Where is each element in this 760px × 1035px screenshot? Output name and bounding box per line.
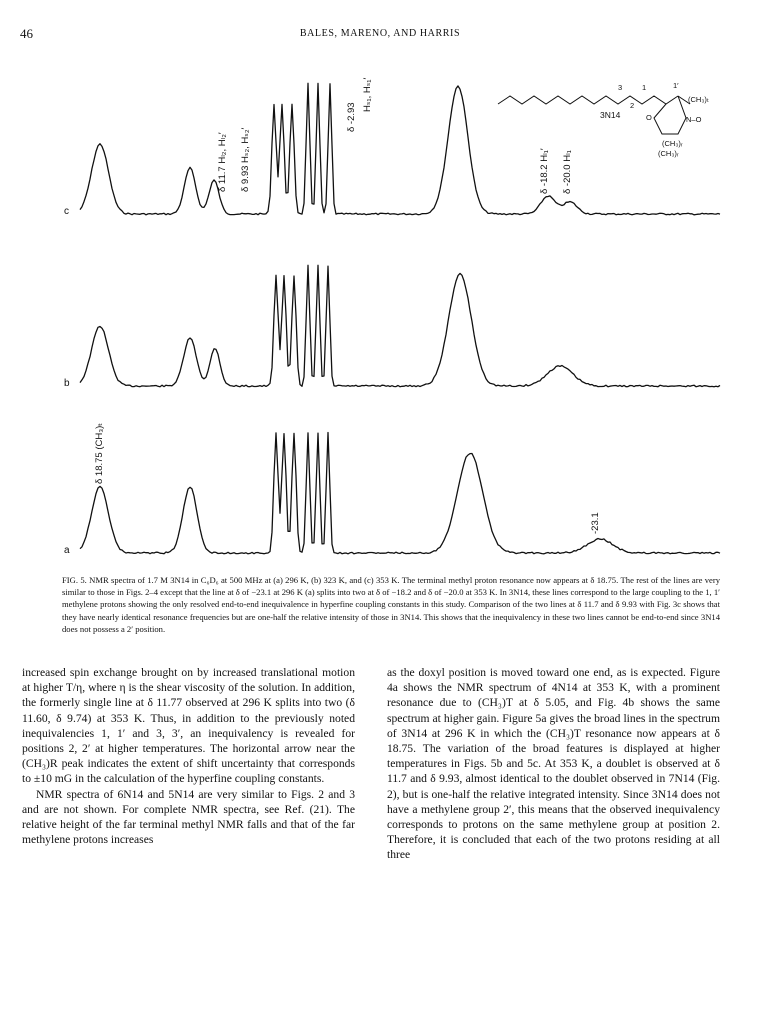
panel-label-c: c [64,206,69,217]
body-column-right [387,665,720,863]
body-paragraph: increased spin exchange brought on by increased translational motion at higher T/η, where η is the shear viscosity of the solution. In addition, the formerly single line at δ 11.77 observed at 296 K splits into two (δ 11.60, δ 9.74) at 353 K. Thus, in addition to the previously noted inequivalencies 1, 1′ and 3, 3′, an inequivalency is revealed for positions 2, 2′ at higher temperatures. The horizontal arrow near the (CH₃)R peak indicates the extent of shift uncertainty that corresponds to ±10 mG in the calculation of the hyperfine coupling constants. [22,666,355,786]
peak-label-hl1: δ -20.0 Hₗ₁ [562,150,573,194]
figure-caption: FIG. 5. NMR spectra of 1.7 M 3N14 in C₆D₆ at 500 MHz at (a) 296 K, (b) 323 K, and (c) 353 K. The terminal methyl proton resonance now appears at δ 18.75. The rest of the lines are very similar to those in Figs. 2–4 except that the line at δ of −23.1 at 296 K (a) splits into two at δ of −18.2 and δ of −20.0 at 353 K. In 3N14, these lines correspond to the large coupling to the 1, 1′ methylene protons showing the only resolved end-to-end inequivalence in hyperfine coupling constants in this study. Comparison of the two lines at δ 11.7 and δ 9.93 with Fig. 3c shows that they have nearly identical resonance frequencies but are one-half the relative intensity of those in 3N14. This shows that the inequivalency in these two lines cannot be end-to-end since 3N14 does not possess a 2′ position. [62,575,720,634]
panel-label-a: a [64,545,70,556]
peak-label-neg-23: -23.1 [590,512,601,534]
structure-methyl-r2: (CH₃)ᵣ [658,149,679,158]
structure-methyl-r1: (CH₃)ᵣ [662,139,683,148]
structure-methyl-t: (CH₃)ₜ [688,95,710,104]
structure-name: 3N14 [600,110,621,120]
structure-pos-3: 3 [618,83,623,92]
body-paragraph: as the doxyl position is moved toward one end, as is expected. Figure 4a shows the NMR spectrum of 4N14 at 353 K, with a prominent resonance due to (CH₃)T at δ 5.05, and Fig. 4b shows the same spectrum at higher gain. Figure 5a gives the broad lines in the spectrum of 3N14 at 296 K in which the (CH₃)T resonance now appears at δ 18.75. The variation of the broad features is displayed at higher temperatures in Figs. 5b and 5c. At 353 K, a doublet is observed at δ 11.7 and δ 9.93, almost identical to the doublet observed in 7N14 (Fig. 2), but is one-half the relative integrated intensity. Since 3N14 does not have a methylene group 2′, this means that the observed inequivalency corresponds to protons on the same methylene group at position 2. Therefore, it is concluded that each of the two protons residing at all three [387,666,720,862]
nmr-spectra-figure [40,46,730,566]
structure-pos-1p: 1′ [673,81,679,90]
spectrum-c-trace [80,83,720,215]
body-paragraph: NMR spectra of 6N14 and 5N14 are very similar to Figs. 2 and 3 and are not shown. For complete NMR spectra, see Ref. (21). The relative height of the far terminal methyl NMR falls and that of the far methylene protons increases [22,787,355,847]
panel-label-b: b [64,378,70,389]
structure-pos-1: 1 [642,83,647,92]
peak-label-terminal-methyl: δ 18.75 (CH₃)ₜ [94,422,105,484]
running-title: BALES, MARENO, AND HARRIS [299,28,461,39]
structure-pos-2: 2 [630,101,635,110]
page-number: 46 [20,26,33,41]
structure-oxygen: O [646,113,652,122]
peak-label-hs2: δ 9.93 Hₛ₂, Hₛ₂′ [240,127,251,192]
doxyl-structure [498,96,690,134]
peak-label-hl1-prime: δ -18.2 Hₗ₁′ [539,148,550,194]
spectrum-a-trace [80,433,720,554]
peak-label-hl2: δ 11.7 Hₗ₂, Hₗ₂′ [217,132,228,192]
body-column-left [22,665,355,847]
spectrum-b-trace [80,265,720,387]
peak-label-hs1-protons: Hₛ₁, Hₛ₁′ [362,77,373,112]
peak-label-hs1: δ -2.93 [346,102,357,132]
structure-nitroxide: N–O [686,115,702,124]
